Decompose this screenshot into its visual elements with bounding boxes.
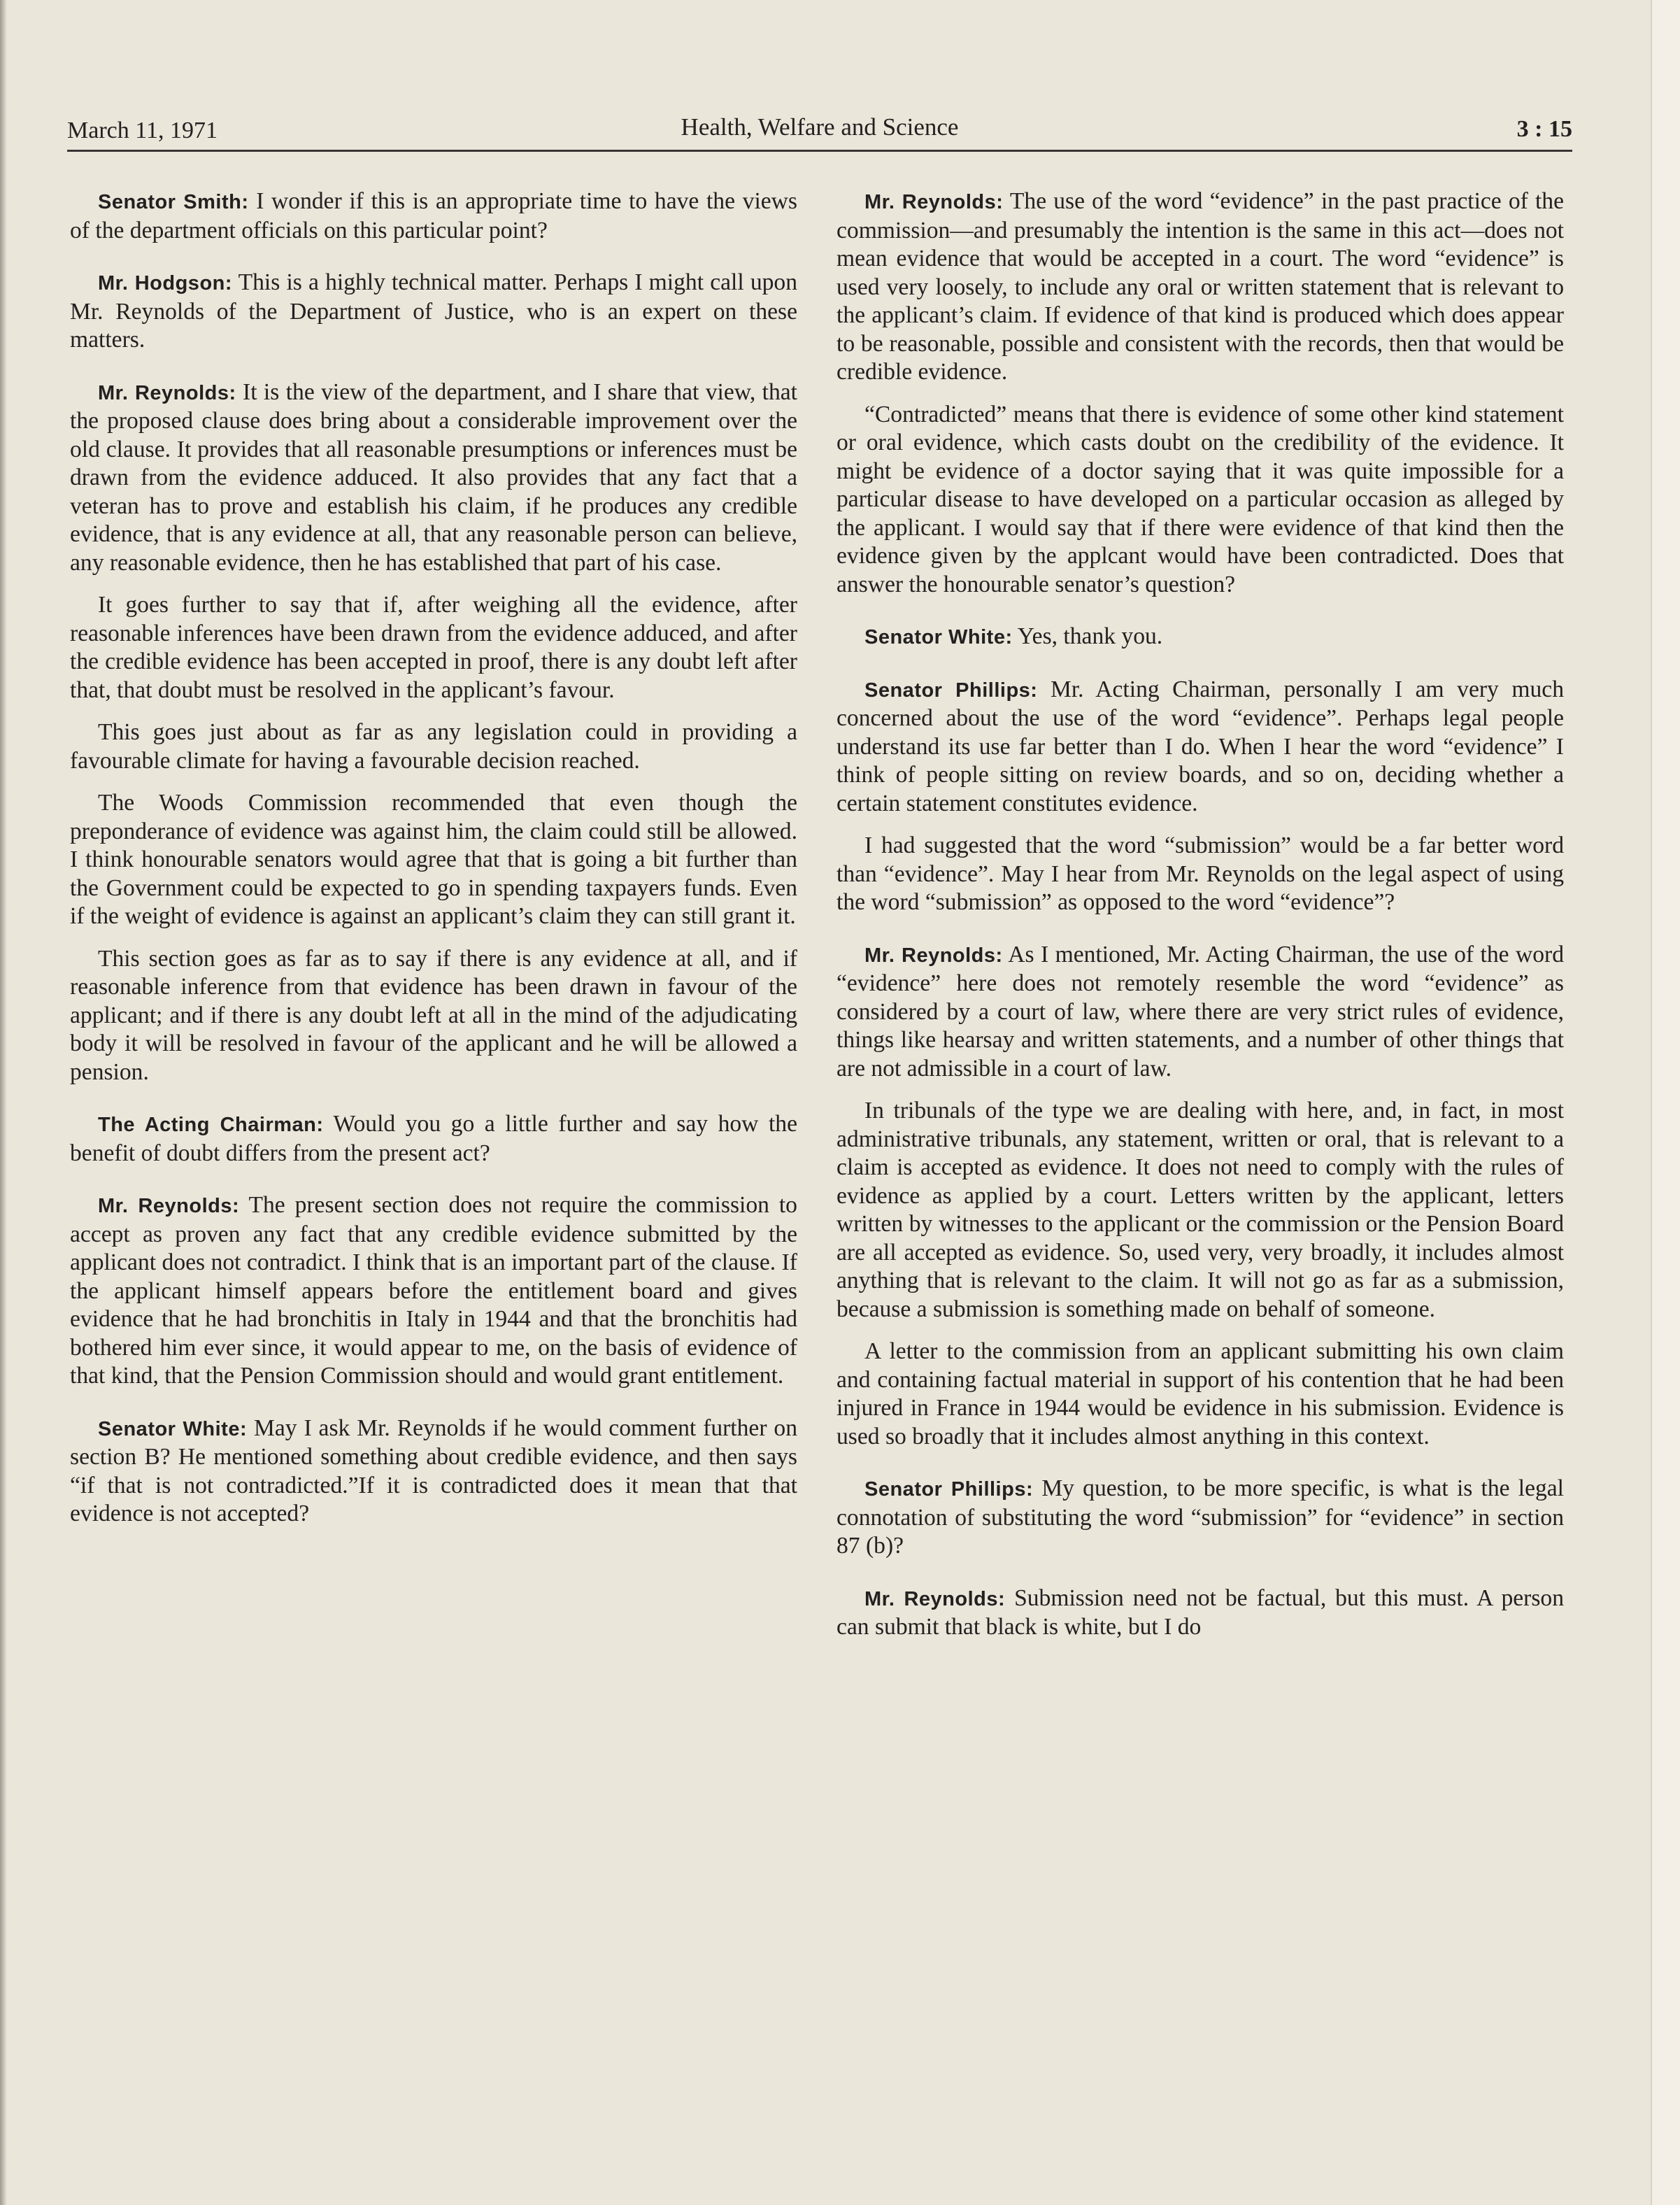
paragraph [70, 591, 797, 704]
speaker-name: Senator White: [98, 1417, 248, 1440]
speaker-name: The Acting Chairman: [98, 1114, 324, 1136]
paragraph [70, 378, 797, 578]
speaker-name: Senator Phillips: [864, 1478, 1034, 1501]
speaker-name: Senator Phillips: [864, 679, 1038, 702]
paragraph-text: May I ask Mr. Reynolds if he would comment further on section B? He mentioned something about credible evidence, and then says “if that is not contradicted.”If it is contradicted does it mean that that evidence is not accepted? [70, 1415, 797, 1526]
paragraph-text: This goes just about as far as any legislation could in providing a favourable climate for having a favourable decision reached. [70, 719, 797, 774]
speaker-name: Mr. Hodgson: [98, 272, 233, 295]
header-date: March 11, 1971 [67, 118, 218, 143]
paragraph-text: The present section does not require the commission to accept as proven any fact that any credible evidence submitted by the applicant does not contradict. I think that is an important part of the clause. If the applicant himself appears before the entitlement board and gives evidence that he had bronchitis in Italy in 1944 and that the bronchitis had bothered him ever since, it would appear to me, on the basis of evidence of that kind, that the Pension Commission should and would grant entitlement. [70, 1192, 797, 1389]
paragraph [837, 187, 1564, 387]
paragraph [70, 187, 797, 245]
paragraph-text: The Woods Commission recommended that even though the preponderance of evidence was against him, the claim could still be allowed. I think honourable senators would agree that that is going a bit further than the Government could be expected to go in spending taxpayers funds. Even if the weight of evidence is against an applicant’s claim they can still grant it. [70, 790, 797, 929]
paragraph-text: Submission need not be factual, but this must. A person can submit that black is white, but I do [837, 1584, 1564, 1640]
speaker-name: Mr. Reynolds: [864, 191, 1004, 213]
paragraph-text: This section goes as far as to say if there is any evidence at all, and if reasonable inference from that evidence has been drawn in favour of the applicant; and if there is any doubt left at all in the mind of the adjudicating body it will be resolved in favour of the applicant and he will be allowed a pension. [70, 945, 797, 1085]
paragraph [837, 832, 1564, 917]
paragraph-text: In tribunals of the type we are dealing with here, and, in fact, in most administrative tribunals, any statement, written or oral, that is relevant to a claim is accepted as evidence. It does not need to comply with the rules of evidence as applied by a court. Letters written by the applicant, letters written by witnesses to the applicant or the commission or the Pension Board are all accepted as evidence. So, used very, very broadly, it includes almost anything that is relevant to the claim. It will not go as far as a submission, because a submission is something made on behalf of someone. [837, 1098, 1564, 1322]
paragraph-text: It is the view of the department, and I share that view, that the proposed clause does bring about a considerable improvement over the old clause. It provides that all reasonable presumptions or inferences must be drawn from the evidence adduced. It also provides that any fact that a veteran has to prove and establish his claim, if he produces any credible evidence, that is any evidence at all, that any reasonable person can believe, any reasonable evidence, then he has established that part of his case. [70, 378, 797, 576]
speaker-name: Senator White: [864, 626, 1013, 648]
page-number: 3 : 15 [1516, 116, 1572, 142]
paragraph-text: Yes, thank you. [1017, 623, 1163, 649]
paragraph-text: Would you go a little further and say how the benefit of doubt differs from the present act? [70, 1111, 797, 1166]
paragraph [837, 401, 1564, 600]
paragraph [837, 1338, 1564, 1451]
paragraph-text: The use of the word “evidence” in the past practice of the commission—and presumably the intention is the same in this act—does not mean evidence that would be accepted in a court. The word “evidence” is used very loosely, to include any oral or written statement that is relevant to the applicant’s claim. If evidence of that kind is produced which does appear to be reasonable, possible and consistent with the records, then that would be credible evidence. [837, 188, 1564, 385]
paragraph-text: I had suggested that the word “submission” would be a far better word than “evidence”. May I hear from Mr. Reynolds on the legal aspect of using the word “submission” as opposed to the word “evidence”? [837, 832, 1564, 915]
paragraph-text: Mr. Acting Chairman, personally I am very much concerned about the use of the word “evidence”. Perhaps legal people understand its use far better than I do. When I hear the word “evidence” I think of people sitting on review boards, and so on, deciding whether a certain statement constitutes evidence. [837, 676, 1564, 816]
speaker-name: Mr. Reynolds: [98, 1195, 240, 1217]
paragraph-text: A letter to the commission from an applicant submitting his own claim and containing factual material in support of his contention that he had been injured in France in 1944 would be evidence in his submission. Evidence is used so broadly that it includes almost anything in this context. [837, 1338, 1564, 1449]
paragraph-text: This is a highly technical matter. Perhaps I might call upon Mr. Reynolds of the Department of Justice, who is an expert on these matters. [70, 269, 797, 353]
page-binding-shadow [0, 0, 7, 2205]
paragraph [837, 1097, 1564, 1324]
header-title: Health, Welfare and Science [681, 113, 959, 141]
paragraph-text: I wonder if this is an appropriate time to have the views of the department officials on this particular point? [70, 188, 797, 243]
speaker-name: Mr. Reynolds: [98, 381, 236, 404]
paragraph [70, 718, 797, 775]
running-header [67, 104, 1572, 152]
speaker-name: Senator Smith: [98, 191, 249, 213]
paragraph [837, 941, 1564, 1084]
paragraph-text: It goes further to say that if, after weighing all the evidence, after reasonable inferences have been drawn from the evidence adduced, and after the credible evidence has been accepted in proof, there is any doubt left after that, that doubt must be resolved in the applicant’s favour. [70, 592, 797, 703]
paragraph [837, 1584, 1564, 1642]
right-column [837, 187, 1564, 1656]
paragraph-text: As I mentioned, Mr. Acting Chairman, the use of the word “evidence” here does not remotely resemble the word “evidence” as considered by a court of law, where there are very strict rules of evidence, things like hearsay and written statements, and a number of other things that are not admissible in a court of law. [837, 941, 1564, 1082]
paragraph [837, 1475, 1564, 1561]
left-column [70, 187, 797, 1543]
speaker-name: Mr. Reynolds: [864, 1587, 1006, 1610]
paragraph [70, 269, 797, 355]
paragraph-text: “Contradicted” means that there is evidence of some other kind statement or oral evidence, which casts doubt on the credibility of the evidence. It might be evidence of a doctor saying that it was quite impossible for a particular disease to have developed on a particular occasion as alleged by the applicant. I would say that if there were evidence of that kind then the evidence given by the applcant would have been contradicted. Does that answer the honourable senator’s question? [837, 401, 1564, 597]
paragraph [837, 623, 1564, 652]
page-edge [1651, 0, 1680, 2205]
speaker-name: Mr. Reynolds: [864, 944, 1003, 967]
paragraph [837, 676, 1564, 818]
paragraph [70, 1110, 797, 1168]
paragraph [70, 1415, 797, 1529]
paragraph [70, 789, 797, 931]
paragraph [70, 1191, 797, 1391]
paragraph [70, 945, 797, 1087]
paragraph-text: My question, to be more specific, is what is the legal connotation of substituting the word “submission” for “evidence” in section 87 (b)? [837, 1475, 1564, 1559]
